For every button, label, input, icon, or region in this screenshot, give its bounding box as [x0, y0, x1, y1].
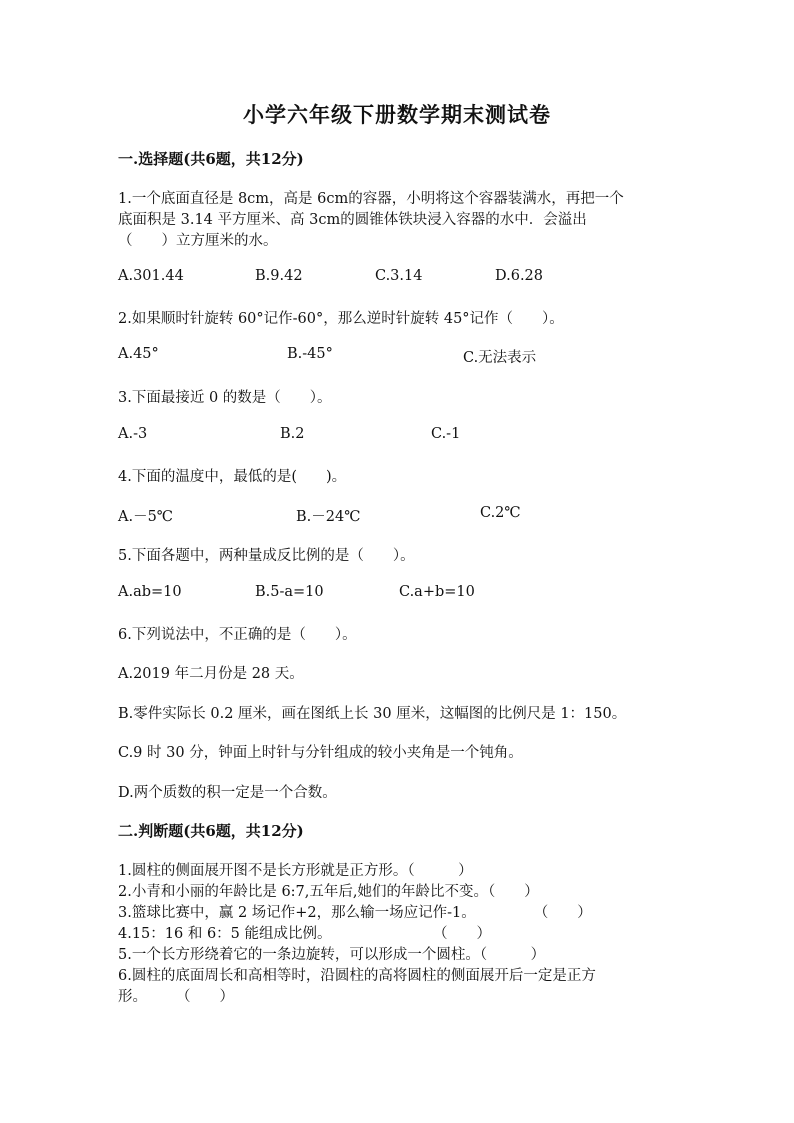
section-heading-judgement: 二.判断题(共6题，共12分): [118, 822, 304, 840]
question-3-option-b: B.2: [280, 426, 305, 442]
question-1-line-3: （ ）立方厘米的水。: [118, 233, 278, 249]
question-5-option-a: A.ab=10: [118, 584, 182, 600]
question-5-option-b: B.5-a=10: [255, 584, 324, 600]
question-2-option-a: A.45°: [118, 346, 159, 362]
judgement-item-3: 3.篮球比赛中，赢 2 场记作+2，那么输一场应记作-1。 （ ）: [118, 905, 592, 921]
question-2-text: 2.如果顺时针旋转 60°记作-60°，那么逆时针旋转 45°记作（ ）。: [118, 311, 564, 327]
question-6-option-a: A.2019 年二月份是 28 天。: [118, 666, 304, 682]
question-6-option-b: B.零件实际长 0.2 厘米，画在图纸上长 30 厘米，这幅图的比例尺是 1：150。: [118, 706, 627, 722]
question-2-option-c: C.无法表示: [463, 350, 537, 366]
question-1-option-b: B.9.42: [255, 268, 303, 284]
judgement-item-5: 5.一个长方形绕着它的一条边旋转，可以形成一个圆柱。（ ）: [118, 947, 546, 963]
question-1-line-1: 1.一个底面直径是 8cm，高是 6cm的容器，小明将这个容器装满水，再把一个: [118, 191, 624, 207]
judgement-item-6-line-2: 形。 （ ）: [118, 989, 234, 1005]
question-4-text: 4.下面的温度中，最低的是( )。: [118, 469, 347, 485]
judgement-item-6-line-1: 6.圆柱的底面周长和高相等时，沿圆柱的高将圆柱的侧面展开后一定是正方: [118, 968, 596, 984]
question-4-option-c: C.2℃: [480, 505, 521, 521]
question-4-option-a: A.－5℃: [118, 509, 174, 525]
question-5-text: 5.下面各题中，两种量成反比例的是（ ）。: [118, 548, 415, 564]
question-1-option-c: C.3.14: [375, 268, 423, 284]
question-4-option-b: B.－24℃: [296, 509, 361, 525]
question-1-option-a: A.301.44: [118, 268, 184, 284]
question-6-text: 6.下列说法中，不正确的是（ ）。: [118, 627, 357, 643]
question-3-option-a: A.-3: [118, 426, 148, 442]
judgement-item-1: 1.圆柱的侧面展开图不是长方形就是正方形。（ ）: [118, 863, 473, 879]
question-3-option-c: C.-1: [431, 426, 461, 442]
question-2-option-b: B.-45°: [287, 346, 333, 362]
question-6-option-c: C.9 时 30 分，钟面上时针与分针组成的较小夹角是一个钝角。: [118, 745, 523, 761]
page-title: 小学六年级下册数学期末测试卷: [243, 102, 551, 127]
judgement-item-2: 2.小青和小丽的年龄比是 6:7,五年后,她们的年龄比不变。（ ）: [118, 884, 539, 900]
question-3-text: 3.下面最接近 0 的数是（ ）。: [118, 390, 332, 406]
section-heading-choice: 一.选择题(共6题，共12分): [118, 150, 304, 168]
question-1-option-d: D.6.28: [495, 268, 544, 284]
question-1-line-2: 底面积是 3.14 平方厘米、高 3cm的圆锥体铁块浸入容器的水中．会溢出: [118, 212, 587, 228]
question-5-option-c: C.a+b=10: [399, 584, 475, 600]
judgement-item-4: 4.15：16 和 6：5 能组成比例。 （ ）: [118, 926, 492, 942]
question-6-option-d: D.两个质数的积一定是一个合数。: [118, 785, 337, 801]
